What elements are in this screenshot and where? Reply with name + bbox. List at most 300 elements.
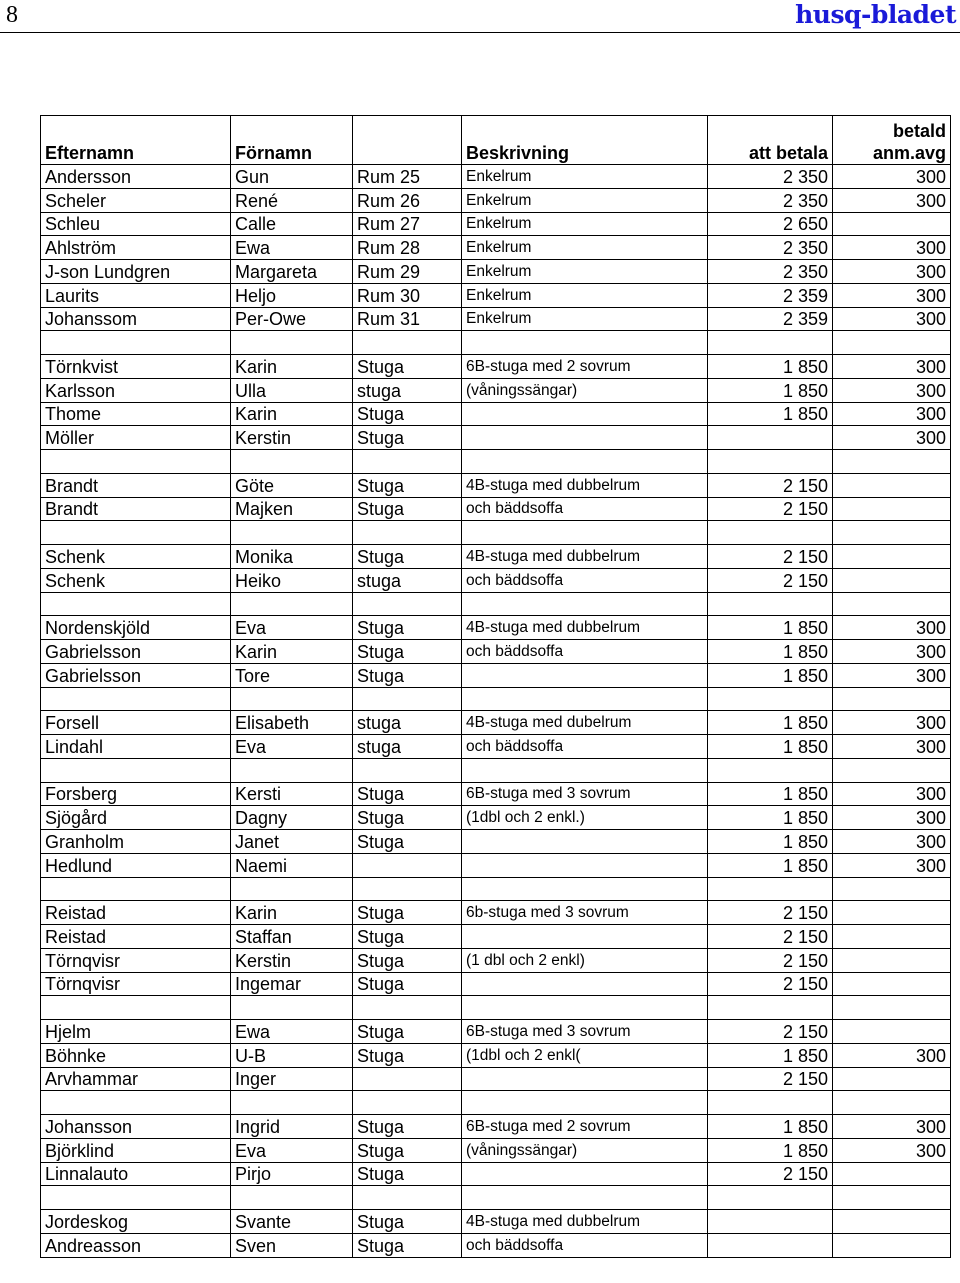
fornamn-cell: Heljo [231,283,353,307]
efternamn-cell: Hjelm [41,1020,231,1044]
efternamn-cell [41,996,231,1020]
betald-anm-avg-cell: 300 [833,782,951,806]
betald-anm-avg-cell: 300 [833,1138,951,1162]
beskrivning-cell [462,830,708,854]
efternamn-cell [41,877,231,901]
beskrivning-cell: och bäddsoffa [462,497,708,521]
page-number: 8 [6,2,18,28]
betald-anm-avg-cell [833,568,951,592]
rum-cell: Stuga [353,545,462,569]
betald-anm-avg-cell: 300 [833,663,951,687]
efternamn-cell: Reistad [41,925,231,949]
att-betala-cell [708,331,833,355]
att-betala-cell: 2 350 [708,188,833,212]
betald-anm-avg-cell: 300 [833,806,951,830]
att-betala-cell [708,996,833,1020]
table-row [41,1138,951,1162]
rum-cell: Rum 25 [353,165,462,189]
table-row [41,260,951,284]
att-betala-cell: 2 150 [708,925,833,949]
fornamn-cell: Janet [231,830,353,854]
beskrivning-cell: 6B-stuga med 3 sovrum [462,1020,708,1044]
rum-cell: Rum 29 [353,260,462,284]
table-row [41,925,951,949]
efternamn-cell [41,450,231,474]
beskrivning-cell [462,877,708,901]
efternamn-cell: Reistad [41,901,231,925]
rum-cell: Stuga [353,616,462,640]
fornamn-cell: Staffan [231,925,353,949]
beskrivning-cell: och bäddsoffa [462,735,708,759]
att-betala-cell: 1 850 [708,782,833,806]
rum-cell: Stuga [353,1020,462,1044]
fornamn-cell [231,1186,353,1210]
betald-anm-avg-cell: 300 [833,1115,951,1139]
betald-anm-avg-cell: 300 [833,165,951,189]
betald-anm-avg-cell [833,473,951,497]
betald-anm-avg-cell [833,687,951,711]
att-betala-cell: 1 850 [708,1138,833,1162]
betald-anm-avg-cell: 300 [833,830,951,854]
fornamn-cell: Svante [231,1210,353,1234]
att-betala-cell: 2 359 [708,307,833,331]
table-row [41,426,951,450]
efternamn-cell [41,1091,231,1115]
efternamn-cell: Törnqvisr [41,948,231,972]
betald-anm-avg-cell: 300 [833,426,951,450]
betald-anm-avg-cell: 300 [833,355,951,379]
betald-anm-avg-cell [833,545,951,569]
rum-cell: Stuga [353,402,462,426]
efternamn-cell: Andreasson [41,1233,231,1257]
betald-anm-avg-cell [833,1020,951,1044]
efternamn-cell: Nordenskjöld [41,616,231,640]
efternamn-cell: Lindahl [41,735,231,759]
efternamn-cell: Karlsson [41,378,231,402]
efternamn-cell [41,1186,231,1210]
table-row [41,640,951,664]
fornamn-cell: Ingrid [231,1115,353,1139]
table-row [41,283,951,307]
att-betala-cell [708,450,833,474]
att-betala-cell [708,426,833,450]
beskrivning-cell [462,1067,708,1091]
rum-cell [353,1091,462,1115]
fornamn-cell [231,877,353,901]
betald-anm-avg-cell [833,592,951,616]
att-betala-cell [708,592,833,616]
table-row [41,972,951,996]
table-row [41,1210,951,1234]
fornamn-cell: Majken [231,497,353,521]
table-row [41,188,951,212]
beskrivning-cell [462,853,708,877]
beskrivning-cell: Enkelrum [462,283,708,307]
rum-cell: Stuga [353,355,462,379]
column-header-rum [353,116,462,165]
fornamn-cell: Heiko [231,568,353,592]
table-row [41,687,951,711]
att-betala-cell: 2 359 [708,283,833,307]
fornamn-cell: Karin [231,402,353,426]
betald-anm-avg-cell: 300 [833,735,951,759]
rum-cell: Stuga [353,1115,462,1139]
rum-cell: Stuga [353,1138,462,1162]
beskrivning-cell: 4B-stuga med dubelrum [462,711,708,735]
rum-cell: Rum 26 [353,188,462,212]
fornamn-cell: Kerstin [231,426,353,450]
rum-cell: Stuga [353,806,462,830]
rum-cell: Rum 28 [353,236,462,260]
table-header-row [41,116,951,165]
fornamn-cell: Kersti [231,782,353,806]
rum-cell [353,1067,462,1091]
efternamn-cell: J-son Lundgren [41,260,231,284]
table-row [41,307,951,331]
efternamn-cell: Törnkvist [41,355,231,379]
efternamn-cell: Ahlström [41,236,231,260]
fornamn-cell: Dagny [231,806,353,830]
efternamn-cell: Scheler [41,188,231,212]
beskrivning-cell [462,426,708,450]
fornamn-cell [231,687,353,711]
rum-cell: Stuga [353,497,462,521]
beskrivning-cell [462,972,708,996]
att-betala-cell: 1 850 [708,1043,833,1067]
att-betala-cell [708,1233,833,1257]
column-header-efternamn: Efternamn [41,116,231,165]
att-betala-cell: 2 150 [708,1020,833,1044]
att-betala-cell: 1 850 [708,663,833,687]
rum-cell: Stuga [353,925,462,949]
att-betala-cell: 1 850 [708,735,833,759]
table-row [41,1115,951,1139]
att-betala-cell: 2 350 [708,236,833,260]
att-betala-cell: 1 850 [708,402,833,426]
rum-cell: Stuga [353,1162,462,1186]
beskrivning-cell: 4B-stuga med dubbelrum [462,473,708,497]
table-row [41,592,951,616]
table-row [41,806,951,830]
table-row [41,1233,951,1257]
table-row [41,758,951,782]
att-betala-cell [708,1210,833,1234]
att-betala-cell [708,687,833,711]
fornamn-cell: Tore [231,663,353,687]
fornamn-cell [231,1091,353,1115]
betald-anm-avg-cell [833,925,951,949]
betald-anm-avg-cell: 300 [833,711,951,735]
table-row [41,1067,951,1091]
table-row [41,901,951,925]
att-betala-cell: 2 150 [708,948,833,972]
beskrivning-cell: 4B-stuga med dubbelrum [462,616,708,640]
fornamn-cell: Calle [231,212,353,236]
betald-anm-avg-cell [833,1091,951,1115]
betald-anm-avg-cell [833,758,951,782]
betald-anm-avg-cell [833,212,951,236]
fornamn-cell [231,996,353,1020]
efternamn-cell: Schleu [41,212,231,236]
rum-cell: Stuga [353,782,462,806]
efternamn-cell: Sjögård [41,806,231,830]
rum-cell [353,853,462,877]
att-betala-cell: 1 850 [708,616,833,640]
table-row [41,948,951,972]
table-row [41,877,951,901]
fornamn-cell [231,450,353,474]
rum-cell: Stuga [353,473,462,497]
fornamn-cell: Margareta [231,260,353,284]
beskrivning-cell: 4B-stuga med dubbelrum [462,545,708,569]
table-row [41,1091,951,1115]
att-betala-cell: 1 850 [708,853,833,877]
fornamn-cell: Eva [231,616,353,640]
efternamn-cell: Schenk [41,545,231,569]
rum-cell [353,592,462,616]
rum-cell: Stuga [353,640,462,664]
rum-cell [353,450,462,474]
efternamn-cell: Johanssom [41,307,231,331]
att-betala-cell: 1 850 [708,378,833,402]
masthead-title: husq-bladet [795,0,956,29]
betald-anm-avg-cell: 300 [833,283,951,307]
fornamn-cell: Karin [231,355,353,379]
efternamn-cell: Thome [41,402,231,426]
rum-cell [353,758,462,782]
att-betala-cell: 2 150 [708,473,833,497]
fornamn-cell: Per-Owe [231,307,353,331]
betald-anm-avg-cell [833,1162,951,1186]
rum-cell: Stuga [353,1210,462,1234]
table-row [41,782,951,806]
beskrivning-cell [462,592,708,616]
betald-anm-avg-cell: 300 [833,378,951,402]
table-row [41,663,951,687]
betald-anm-avg-cell: 300 [833,236,951,260]
rum-cell: Rum 30 [353,283,462,307]
att-betala-cell: 1 850 [708,640,833,664]
efternamn-cell: Brandt [41,497,231,521]
betald-anm-avg-cell [833,1186,951,1210]
beskrivning-cell: och bäddsoffa [462,640,708,664]
rum-cell [353,877,462,901]
betald-anm-avg-cell [833,1233,951,1257]
att-betala-cell: 1 850 [708,806,833,830]
beskrivning-cell: Enkelrum [462,188,708,212]
att-betala-cell: 2 350 [708,260,833,284]
table-row [41,830,951,854]
efternamn-cell [41,687,231,711]
beskrivning-cell [462,1162,708,1186]
table-row [41,568,951,592]
rum-cell [353,521,462,545]
att-betala-cell [708,1091,833,1115]
beskrivning-cell: och bäddsoffa [462,1233,708,1257]
rum-cell: stuga [353,568,462,592]
rum-cell: stuga [353,711,462,735]
rum-cell: Rum 27 [353,212,462,236]
beskrivning-cell: Enkelrum [462,260,708,284]
betald-anm-avg-cell [833,948,951,972]
column-header-betald-bottom: anm.avg [872,143,946,163]
att-betala-cell: 1 850 [708,711,833,735]
rum-cell: Stuga [353,972,462,996]
att-betala-cell: 2 150 [708,568,833,592]
rum-cell: Stuga [353,830,462,854]
efternamn-cell: Möller [41,426,231,450]
betald-anm-avg-cell [833,996,951,1020]
table-row [41,497,951,521]
efternamn-cell: Forsberg [41,782,231,806]
att-betala-cell [708,1186,833,1210]
att-betala-cell: 2 150 [708,497,833,521]
beskrivning-cell: (våningssängar) [462,1138,708,1162]
fornamn-cell: Eva [231,735,353,759]
fornamn-cell: Ewa [231,1020,353,1044]
beskrivning-cell [462,402,708,426]
table-row [41,402,951,426]
fornamn-cell: Naemi [231,853,353,877]
fornamn-cell: Pirjo [231,1162,353,1186]
rum-cell: stuga [353,378,462,402]
beskrivning-cell: 4B-stuga med dubbelrum [462,1210,708,1234]
beskrivning-cell [462,1186,708,1210]
fornamn-cell: René [231,188,353,212]
beskrivning-cell [462,663,708,687]
beskrivning-cell: (1dbl och 2 enkl.) [462,806,708,830]
rum-cell [353,331,462,355]
att-betala-cell [708,521,833,545]
betald-anm-avg-cell: 300 [833,402,951,426]
att-betala-cell: 2 150 [708,972,833,996]
att-betala-cell: 1 850 [708,830,833,854]
beskrivning-cell: 6B-stuga med 2 sovrum [462,355,708,379]
rum-cell [353,1186,462,1210]
att-betala-cell: 1 850 [708,1115,833,1139]
beskrivning-cell: 6B-stuga med 2 sovrum [462,1115,708,1139]
efternamn-cell [41,592,231,616]
rum-cell: stuga [353,735,462,759]
fornamn-cell: Göte [231,473,353,497]
beskrivning-cell: Enkelrum [462,307,708,331]
fornamn-cell: Sven [231,1233,353,1257]
table-row [41,1162,951,1186]
efternamn-cell: Johansson [41,1115,231,1139]
betald-anm-avg-cell [833,972,951,996]
att-betala-cell [708,758,833,782]
fornamn-cell: Elisabeth [231,711,353,735]
efternamn-cell: Arvhammar [41,1067,231,1091]
efternamn-cell: Granholm [41,830,231,854]
fornamn-cell: Karin [231,640,353,664]
column-header-att-betala: att betala [708,116,833,165]
fornamn-cell: Ingemar [231,972,353,996]
fornamn-cell [231,592,353,616]
fornamn-cell: Karin [231,901,353,925]
beskrivning-cell [462,925,708,949]
efternamn-cell: Linnalauto [41,1162,231,1186]
efternamn-cell: Andersson [41,165,231,189]
betald-anm-avg-cell [833,521,951,545]
fornamn-cell: Ewa [231,236,353,260]
beskrivning-cell [462,1091,708,1115]
table-row [41,165,951,189]
table-row [41,355,951,379]
rum-cell: Rum 31 [353,307,462,331]
betald-anm-avg-cell: 300 [833,260,951,284]
table-row [41,1186,951,1210]
beskrivning-cell: 6b-stuga med 3 sovrum [462,901,708,925]
rum-cell: Stuga [353,1043,462,1067]
table-row [41,1020,951,1044]
rum-cell: Stuga [353,426,462,450]
table-row [41,212,951,236]
fornamn-cell: U-B [231,1043,353,1067]
att-betala-cell: 2 150 [708,545,833,569]
efternamn-cell: Forsell [41,711,231,735]
betald-anm-avg-cell: 300 [833,307,951,331]
att-betala-cell: 2 150 [708,901,833,925]
table-row [41,545,951,569]
rum-cell: Stuga [353,1233,462,1257]
column-header-beskrivning: Beskrivning [462,116,708,165]
betald-anm-avg-cell: 300 [833,853,951,877]
betald-anm-avg-cell [833,450,951,474]
fornamn-cell: Gun [231,165,353,189]
beskrivning-cell: 6B-stuga med 3 sovrum [462,782,708,806]
beskrivning-cell: Enkelrum [462,212,708,236]
fornamn-cell: Monika [231,545,353,569]
betald-anm-avg-cell [833,1210,951,1234]
table-row [41,331,951,355]
rum-cell [353,687,462,711]
rum-cell: Stuga [353,901,462,925]
efternamn-cell: Hedlund [41,853,231,877]
efternamn-cell: Gabrielsson [41,640,231,664]
beskrivning-cell [462,521,708,545]
table-row [41,711,951,735]
efternamn-cell [41,331,231,355]
betald-anm-avg-cell: 300 [833,616,951,640]
att-betala-cell: 2 350 [708,165,833,189]
betald-anm-avg-cell [833,331,951,355]
att-betala-cell [708,877,833,901]
beskrivning-cell [462,996,708,1020]
table-row [41,473,951,497]
betald-anm-avg-cell [833,497,951,521]
betald-anm-avg-cell [833,1067,951,1091]
fornamn-cell: Ulla [231,378,353,402]
efternamn-cell [41,521,231,545]
efternamn-cell [41,758,231,782]
rum-cell: Stuga [353,948,462,972]
att-betala-cell: 2 150 [708,1162,833,1186]
efternamn-cell: Gabrielsson [41,663,231,687]
efternamn-cell: Laurits [41,283,231,307]
beskrivning-cell: och bäddsoffa [462,568,708,592]
table-row [41,236,951,260]
betald-anm-avg-cell [833,901,951,925]
rum-cell [353,996,462,1020]
beskrivning-cell [462,331,708,355]
column-header-betald [833,116,951,165]
beskrivning-cell: Enkelrum [462,236,708,260]
rum-cell: Stuga [353,663,462,687]
column-header-fornamn: Förnamn [231,116,353,165]
fornamn-cell [231,521,353,545]
betald-anm-avg-cell: 300 [833,640,951,664]
